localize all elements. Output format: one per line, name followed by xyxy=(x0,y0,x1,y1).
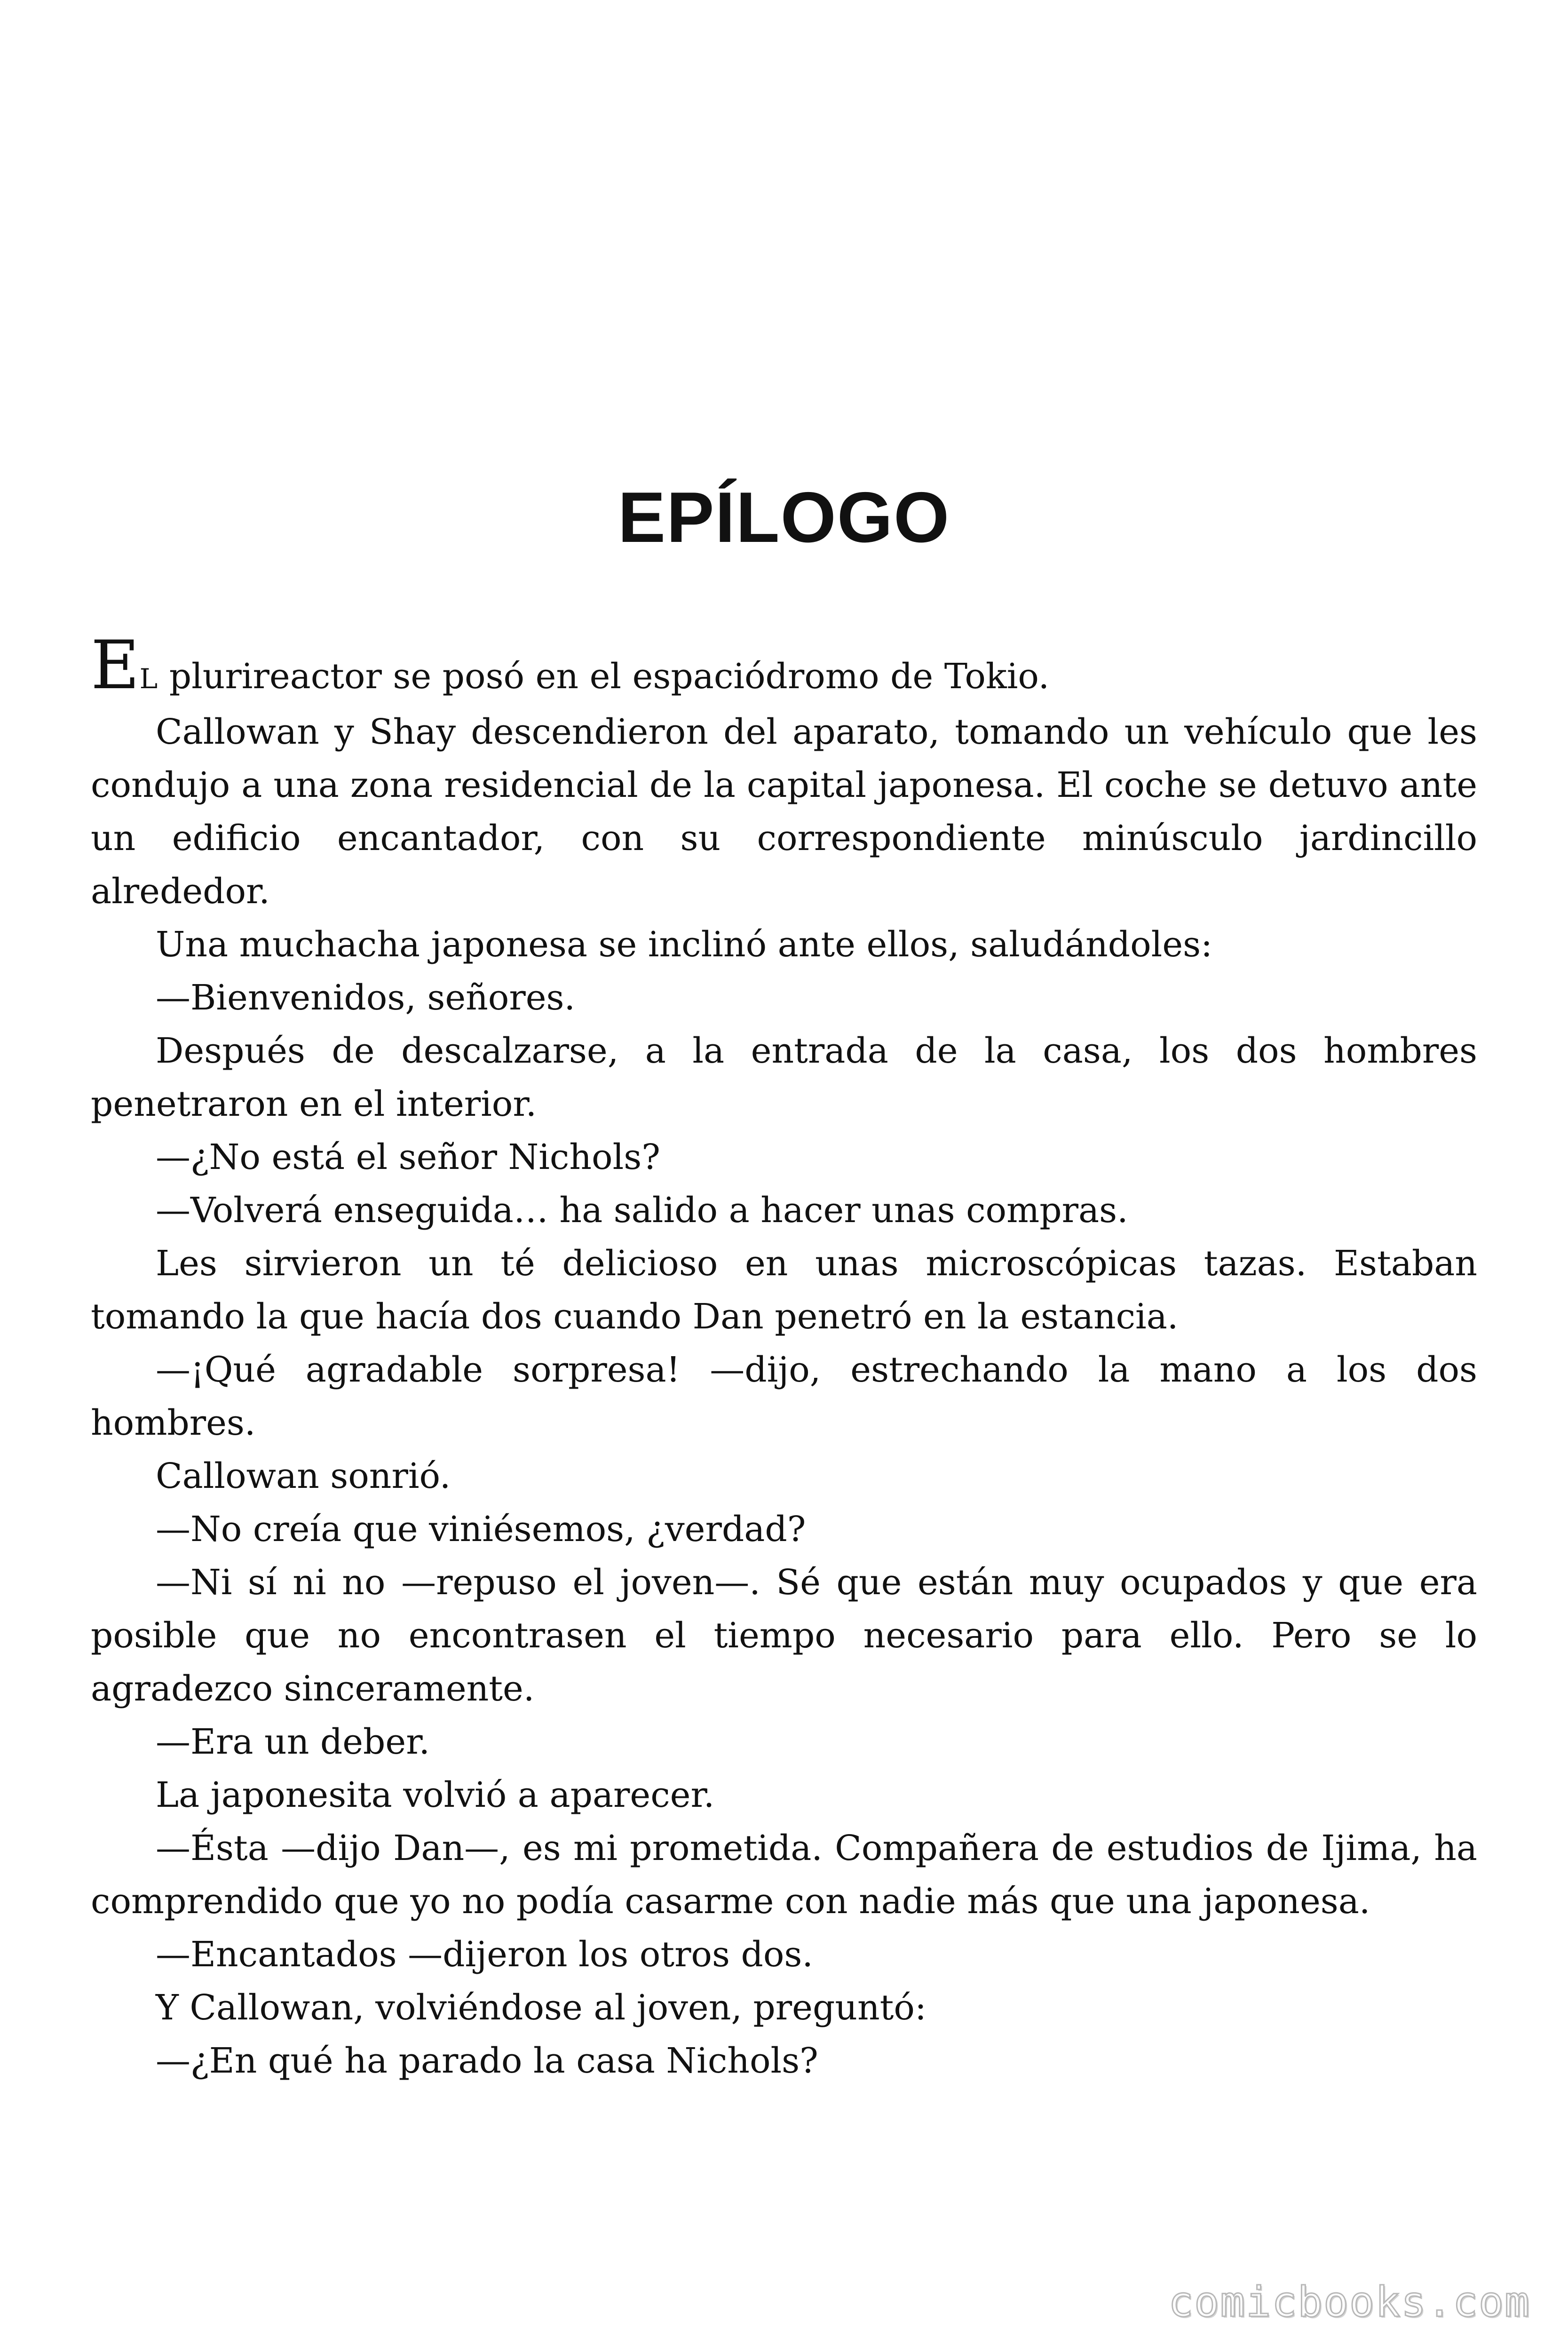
dialogue-line: —Era un deber. xyxy=(156,1722,430,1762)
opening-text: plurireactor se posó en el espaciódromo de Tokio. xyxy=(158,656,1050,697)
dialogue-line: —¡Qué agradable sorpresa! —dijo, estrechando la mano a los dos hombres. xyxy=(91,1350,1477,1443)
dialogue-line: —¿En qué ha parado la casa Nichols? xyxy=(156,2041,818,2081)
dialogue-line: —No creía que viniésemos, ¿verdad? xyxy=(156,1509,806,1549)
dialogue-line: —Ésta —dijo Dan—, es mi prometida. Compañera de estudios de Ijima, ha comprendido que yo no podía casarme con nadie más que una japonesa. xyxy=(91,1828,1477,1922)
paragraph: Una muchacha japonesa se inclinó ante ellos, saludándoles: xyxy=(156,924,1213,965)
dialogue-line: —Ni sí ni no —repuso el joven—. Sé que están muy ocupados y que era posible que no encontrasen el tiempo necesario para ello. Pero se lo agradezco sinceramente. xyxy=(91,1562,1477,1709)
site-watermark: comicbooks.com xyxy=(1168,2278,1530,2326)
paragraph: Después de descalzarse, a la entrada de la casa, los dos hombres penetraron en el interior. xyxy=(91,1031,1477,1124)
opening-paragraph xyxy=(91,627,1477,706)
dialogue-line: —Volverá enseguida… ha salido a hacer unas compras. xyxy=(156,1190,1128,1231)
paragraph: Callowan y Shay descendieron del aparato, tomando un vehículo que les condujo a una zona residencial de la capital japonesa. El coche se detuvo ante un edificio encantador, con su correspondiente minúsculo jardincillo alrededor. xyxy=(91,712,1477,912)
dialogue-line: —¿No está el señor Nichols? xyxy=(156,1137,660,1177)
chapter-title: EPÍLOGO xyxy=(618,477,950,557)
dialogue-line: —Bienvenidos, señores. xyxy=(156,977,576,1018)
drop-cap: E xyxy=(91,627,140,704)
paragraph: La japonesita volvió a aparecer. xyxy=(156,1775,715,1815)
dialogue-line: —Encantados —dijeron los otros dos. xyxy=(156,1934,813,1975)
paragraph: Callowan sonrió. xyxy=(156,1456,451,1496)
small-cap: L xyxy=(139,663,158,695)
paragraph: Y Callowan, volviéndose al joven, preguntó: xyxy=(156,1987,927,2028)
paragraph: Les sirvieron un té delicioso en unas microscópicas tazas. Estaban tomando la que hacía dos cuando Dan penetró en la estancia. xyxy=(91,1243,1477,1337)
chapter-body xyxy=(91,627,1477,2088)
